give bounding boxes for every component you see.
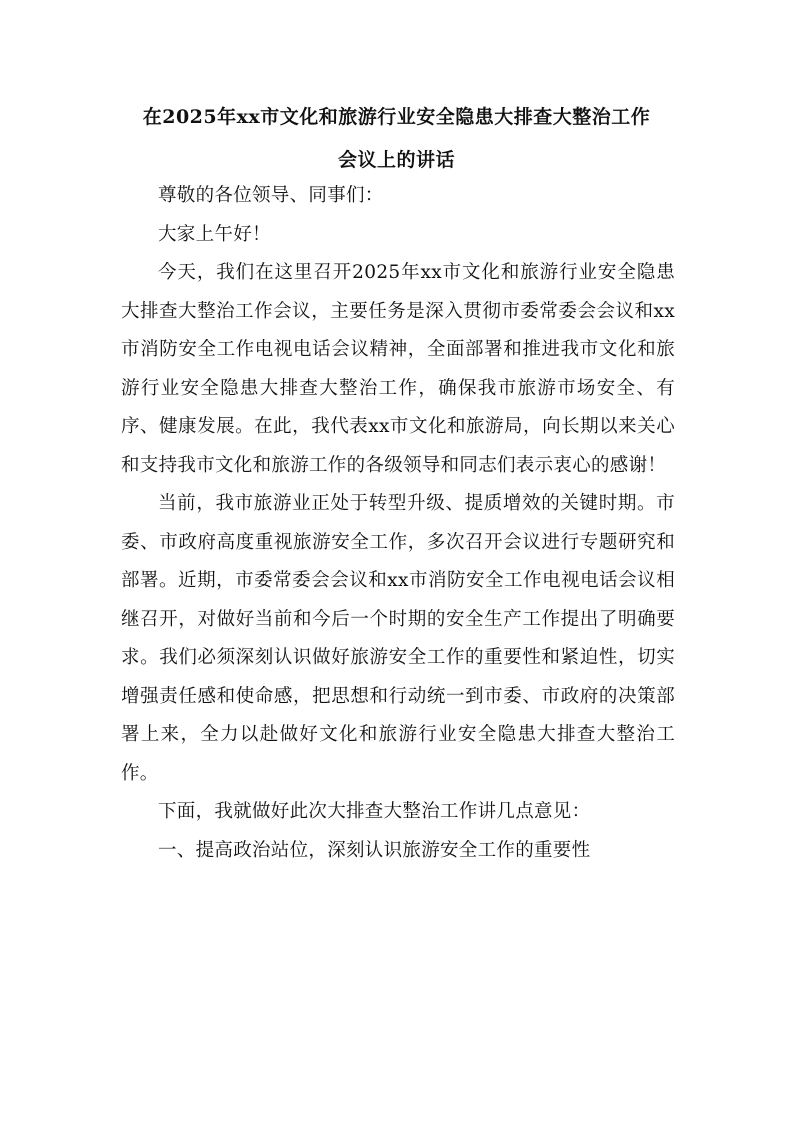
body-paragraph-intro: 今天，我们在这里召开2025年xx市文化和旅游行业安全隐患大排查大整治工作会议，主要任务是深入贯彻市委常委会会议和xx市消防安全工作电视电话会议精神，全面部署和推进我市文化和旅游行业安全隐患大排查大整治工作，确保我市旅游市场安全、有序、健康发展。在此，我代表xx市文化和旅游局，向长期以来关心和支持我市文化和旅游工作的各级领导和同志们表示衷心的感谢！ — [121, 262, 675, 476]
body-paragraph-context: 当前，我市旅游业正处于转型升级、提质增效的关键时期。市委、市政府高度重视旅游安全工作，多次召开会议进行专题研究和部署。近期，市委常委会会议和xx市消防安全工作电视电话会议相继召开，对做好当前和今后一个时期的安全生产工作提出了明确要求。我们必须深刻认识做好旅游安全工作的重要性和紧迫性，切实增强责任感和使命感，把思想和行动统一到市委、市政府的决策部署上来，全力以赴做好文化和旅游行业安全隐患大排查大整治工作。 — [121, 493, 675, 784]
document-body — [121, 177, 675, 870]
document-title-line-2: 会议上的讲话 — [337, 149, 455, 171]
section-heading-1: 一、提高政治站位，深刻认识旅游安全工作的重要性 — [158, 839, 591, 861]
salutation: 尊敬的各位领导、同事们： — [158, 185, 384, 206]
document-title-line-1: 在2025年xx市文化和旅游行业安全隐患大排查大整治工作 — [142, 106, 651, 128]
greeting: 大家上午好！ — [158, 223, 271, 245]
body-paragraph-transition: 下面，我就做好此次大排查大整治工作讲几点意见： — [158, 801, 591, 822]
